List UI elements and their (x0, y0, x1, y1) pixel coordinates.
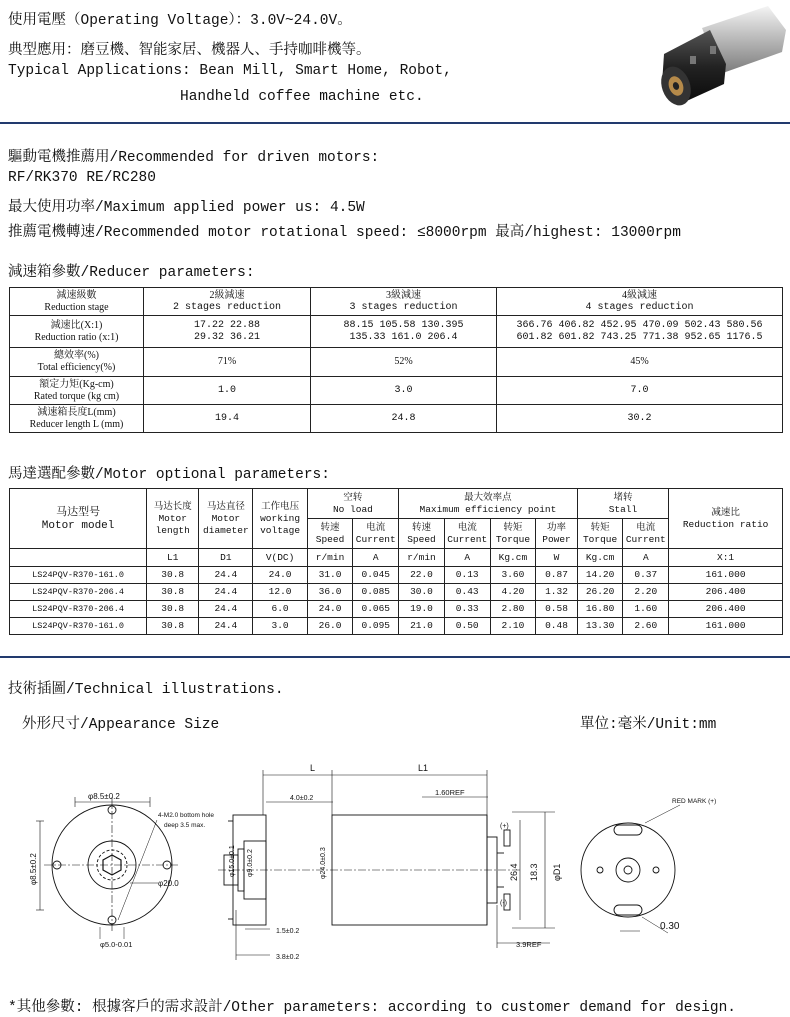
noload-speed-header: 转速 Speed (307, 519, 353, 549)
reducer-length-3: 24.8 (311, 405, 497, 433)
value-cell: 24.4 (199, 584, 253, 601)
motor-speed-line: 推薦電機轉速/Recommended motor rotational speed: ≤8000rpm 最高/highest: 13000rpm (8, 225, 681, 241)
maxeff-speed-header: 转速 Speed (399, 519, 445, 549)
dim-phi15: φ15.0±0.1 (229, 845, 236, 877)
value-cell: 14.20 (577, 567, 623, 584)
unit-label: 單位:毫米/Unit:mm (580, 717, 717, 733)
motor-length-header: 马达长度 Motor length (147, 489, 199, 549)
value-cell: 24.0 (253, 567, 307, 584)
value-cell: 3.0 (253, 618, 307, 635)
unit-cell: D1 (199, 549, 253, 567)
reducer-efficiency-3: 52% (311, 348, 497, 377)
recommended-motors-title: 驅動電機推薦用/Recommended for driven motors: (8, 150, 380, 166)
value-cell: 161.000 (669, 618, 783, 635)
dim-L: L (310, 763, 316, 773)
unit-cell: r/min (399, 549, 445, 567)
stall-header: 堵转 Stall (577, 489, 668, 519)
reducer-torque-label: 額定力矩(Kg-cm) Rated torque (kg cm) (10, 377, 144, 405)
unit-cell: Kg.cm (490, 549, 536, 567)
value-cell: 0.13 (444, 567, 490, 584)
technical-illustrations-title: 技術插圖/Technical illustrations. (8, 682, 284, 698)
terminal-minus: (-) (500, 900, 507, 907)
value-cell: 0.33 (444, 601, 490, 618)
dim-phiD1: φD1 (552, 863, 562, 881)
reducer-torque-4: 7.0 (497, 377, 783, 405)
value-cell: 206.400 (669, 584, 783, 601)
value-cell: 30.8 (147, 601, 199, 618)
value-cell: 30.8 (147, 584, 199, 601)
dim-1-5mm: 1.5±0.2 (276, 928, 300, 935)
model-cell: LS24PQV-R370-161.0 (10, 618, 147, 635)
reducer-ratio-3: 88.15 105.58 130.395 135.33 161.0 206.4 (311, 316, 497, 348)
value-cell: 3.60 (490, 567, 536, 584)
value-cell: 30.8 (147, 618, 199, 635)
value-cell: 36.0 (307, 584, 353, 601)
unit-cell: X:1 (669, 549, 783, 567)
reducer-efficiency-4: 45% (497, 348, 783, 377)
section-divider (0, 122, 790, 124)
reducer-length-label: 減速箱長度L(mm) Reducer length L (mm) (10, 405, 144, 433)
value-cell: 26.0 (307, 618, 353, 635)
reducer-ratio-2: 17.22 22.88 29.32 36.21 (144, 316, 311, 348)
value-cell: 24.4 (199, 567, 253, 584)
model-cell: LS24PQV-R370-161.0 (10, 567, 147, 584)
reduction-ratio-header: 减速比 Reduction ratio (669, 489, 783, 549)
typical-applications-en-2: Handheld coffee machine etc. (180, 89, 424, 105)
motor-parameters-title: 馬達選配參數/Motor optional parameters: (8, 467, 330, 483)
dim-phi24: φ24.0±0.3 (320, 847, 327, 879)
dim-3-8mm: 3.8±0.2 (276, 954, 300, 961)
working-voltage-header: 工作电压 working voltage (253, 489, 307, 549)
hole-note-1: 4-M2.0 bottom hole (158, 812, 215, 819)
typical-applications-en: Typical Applications: Bean Mill, Smart Home, Robot, (8, 63, 452, 79)
reducer-parameters-title: 減速箱參數/Reducer parameters: (8, 265, 255, 281)
section-divider-2 (0, 656, 790, 658)
gear-motor-photo (640, 0, 790, 118)
motor-model-header: 马达型号 Motor model (10, 489, 147, 549)
value-cell: 0.37 (623, 567, 669, 584)
dim-4mm: 4.0±0.2 (290, 795, 314, 802)
motor-diameter-header: 马达直径 Motor diameter (199, 489, 253, 549)
reducer-torque-2: 1.0 (144, 377, 311, 405)
value-cell: 30.0 (399, 584, 445, 601)
value-cell: 31.0 (307, 567, 353, 584)
max-power-line: 最大使用功率/Maximum applied power us: 4.5W (8, 200, 365, 216)
reducer-torque-3: 3.0 (311, 377, 497, 405)
value-cell: 4.20 (490, 584, 536, 601)
dim-phi9: φ9.0±0.2 (247, 849, 254, 877)
unit-cell: V(DC) (253, 549, 307, 567)
dim-26-4: 26.4 (509, 863, 519, 881)
stall-current-header: 电流 Current (623, 519, 669, 549)
value-cell: 0.58 (536, 601, 577, 618)
dim-front-height: φ8.5±0.2 (29, 853, 38, 885)
value-cell: 161.000 (669, 567, 783, 584)
value-cell: 2.20 (623, 584, 669, 601)
value-cell: 13.30 (577, 618, 623, 635)
value-cell: 2.60 (623, 618, 669, 635)
model-cell: LS24PQV-R370-206.4 (10, 601, 147, 618)
table-row (10, 618, 783, 635)
typical-applications-cn: 典型應用：磨豆機、智能家居、機器人、手持咖啡機等。 (8, 43, 371, 59)
red-mark-label: RED MARK (+) (672, 798, 717, 805)
value-cell: 0.43 (444, 584, 490, 601)
units-row (10, 549, 783, 567)
model-cell: LS24PQV-R370-206.4 (10, 584, 147, 601)
value-cell: 0.065 (353, 601, 399, 618)
reducer-length-4: 30.2 (497, 405, 783, 433)
maxeff-torque-header: 转矩 Torque (490, 519, 536, 549)
units-blank (10, 549, 147, 567)
value-cell: 19.0 (399, 601, 445, 618)
motor-table-body (10, 549, 783, 635)
dim-0-30: 0.30 (660, 921, 680, 932)
hole-note-2: deep 3.5 max. (164, 822, 206, 829)
value-cell: 2.10 (490, 618, 536, 635)
dim-front-width: φ8.5±0.2 (88, 792, 120, 801)
dim-L1: L1 (418, 763, 429, 773)
dim-1-60ref: 1.60REF (435, 788, 465, 797)
value-cell: 1.32 (536, 584, 577, 601)
value-cell: 0.095 (353, 618, 399, 635)
value-cell: 0.48 (536, 618, 577, 635)
reducer-efficiency-label: 總效率(%) Total efficiency(%) (10, 348, 144, 377)
table-row (10, 567, 783, 584)
value-cell: 22.0 (399, 567, 445, 584)
value-cell: 12.0 (253, 584, 307, 601)
stall-torque-header: 转矩 Torque (577, 519, 623, 549)
dim-shaft: φ5.0-0.01 (100, 940, 133, 949)
appearance-size-label: 外形尺寸/Appearance Size (22, 717, 220, 733)
technical-drawing (0, 745, 790, 975)
reducer-efficiency-2: 71% (144, 348, 311, 377)
value-cell: 0.045 (353, 567, 399, 584)
reducer-length-2: 19.4 (144, 405, 311, 433)
maxeff-current-header: 电流 Current (444, 519, 490, 549)
unit-cell: r/min (307, 549, 353, 567)
dim-phi20: φ20.0 (158, 879, 179, 888)
reducer-header-4stage: 4級減速 4 stages reduction (497, 288, 783, 316)
value-cell: 24.4 (199, 601, 253, 618)
value-cell: 1.60 (623, 601, 669, 618)
table-row (10, 584, 783, 601)
operating-voltage-line: 使用電壓（Operating Voltage）：3.0V~24.0V。 (8, 13, 352, 29)
value-cell: 0.50 (444, 618, 490, 635)
value-cell: 206.400 (669, 601, 783, 618)
table-row (10, 601, 783, 618)
reducer-header-stage: 減速級數 Reduction stage (10, 288, 144, 316)
value-cell: 16.80 (577, 601, 623, 618)
value-cell: 24.4 (199, 618, 253, 635)
footer-note: *其他參數: 根據客戶的需求設計/Other parameters: according to customer demand for design. (8, 1000, 736, 1016)
value-cell: 24.0 (307, 601, 353, 618)
unit-cell: L1 (147, 549, 199, 567)
value-cell: 2.80 (490, 601, 536, 618)
unit-cell: A (353, 549, 399, 567)
unit-cell: A (444, 549, 490, 567)
unit-cell: A (623, 549, 669, 567)
dim-3-9ref: 3.9REF (516, 940, 542, 949)
value-cell: 0.87 (536, 567, 577, 584)
max-efficiency-header: 最大效率点 Maximum efficiency point (399, 489, 578, 519)
maxeff-power-header: 功率 Power (536, 519, 577, 549)
reducer-table (9, 287, 783, 433)
recommended-motors-list: RF/RK370 RE/RC280 (8, 170, 156, 186)
value-cell: 26.20 (577, 584, 623, 601)
noload-current-header: 电流 Current (353, 519, 399, 549)
dim-18-3: 18.3 (529, 863, 539, 881)
value-cell: 0.085 (353, 584, 399, 601)
motor-table (9, 488, 783, 635)
value-cell: 21.0 (399, 618, 445, 635)
value-cell: 30.8 (147, 567, 199, 584)
terminal-plus: (+) (500, 823, 509, 830)
reducer-ratio-4: 366.76 406.82 452.95 470.09 502.43 580.56 601.82 601.82 743.25 771.38 952.65 1176.5 (497, 316, 783, 348)
unit-cell: W (536, 549, 577, 567)
unit-cell: Kg.cm (577, 549, 623, 567)
reducer-ratio-label: 減速比(X:1) Reduction ratio (x:1) (10, 316, 144, 348)
reducer-header-2stage: 2級減速 2 stages reduction (144, 288, 311, 316)
reducer-header-3stage: 3級減速 3 stages reduction (311, 288, 497, 316)
no-load-header: 空转 No load (307, 489, 398, 519)
value-cell: 6.0 (253, 601, 307, 618)
